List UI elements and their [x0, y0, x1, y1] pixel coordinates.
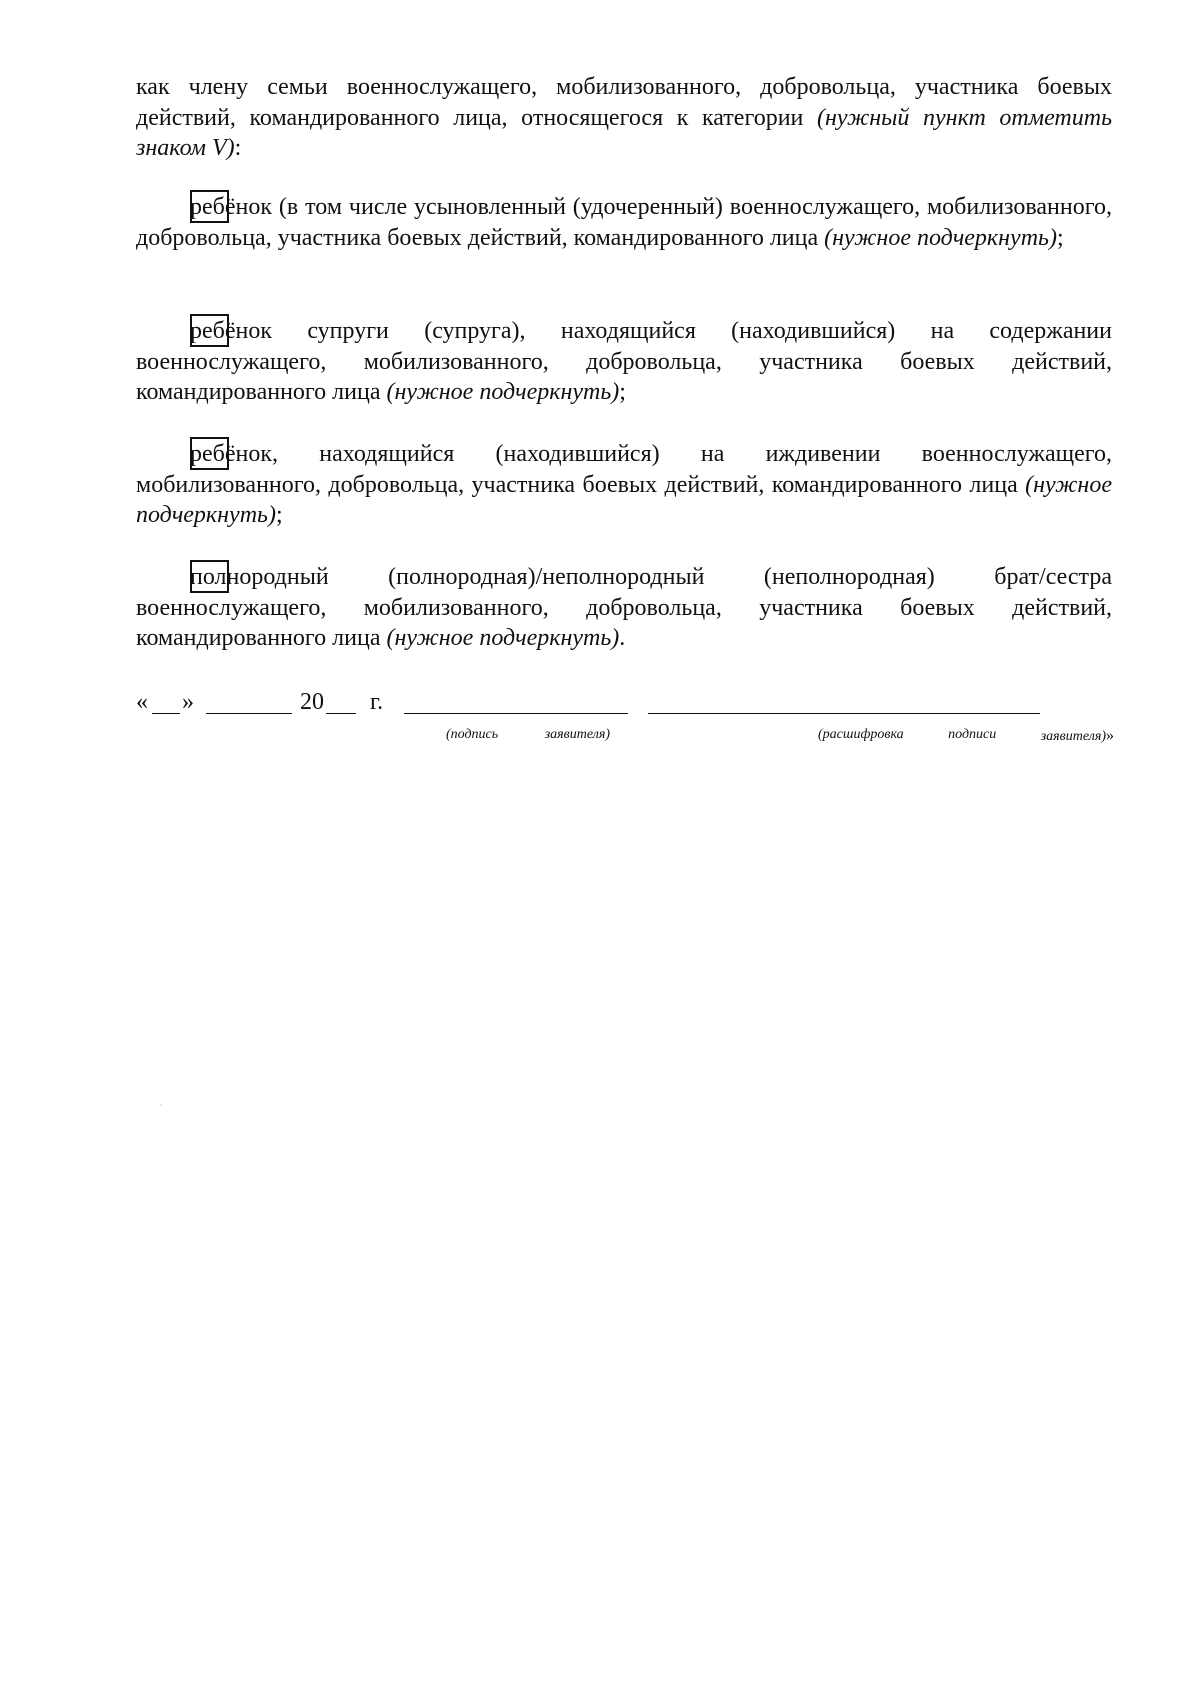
signature-decode-field[interactable] [648, 713, 1040, 714]
option-sibling-text: полнородный (полнородная)/неполнородный (неполнородная) брат/сестра военнослужащего, мобилизованного, добровольца, участника боевых действий, командированного лица [136, 564, 1112, 651]
date-year-prefix: 20 [300, 689, 324, 715]
scan-speck [160, 1104, 162, 1106]
option-spouse-child-text: ребёнок супруги (супруга), находящийся (находившийся) на содержании военнослужащего, мобилизованного, добровольца, участника боевых действий, командированного лица [136, 318, 1112, 405]
date-year-field[interactable] [326, 713, 356, 714]
option-child-hint: (нужное подчеркнуть) [824, 224, 1057, 251]
date-day-field[interactable] [152, 713, 180, 714]
intro-hint: (нужный пункт отметить знаком V) [136, 104, 1112, 161]
decode-caption-word-3 [1041, 727, 1114, 745]
option-spouse-child [136, 316, 1112, 408]
option-spouse-child-end: ; [619, 379, 626, 405]
option-child-end: ; [1056, 224, 1064, 251]
option-child [136, 192, 1112, 253]
intro-tail: : [234, 135, 242, 161]
signature-caption [446, 727, 610, 743]
option-dependent-child [136, 439, 1112, 531]
decode-caption-word-3-text: заявителя) [1040, 729, 1106, 744]
option-child-text: ребёнок (в том числе усыновленный (удочеренный) военнослужащего, мобилизованного, добровольца, участника боевых действий, командированного лица [136, 194, 1112, 251]
option-spouse-child-hint: (нужное подчеркнуть) [386, 379, 620, 405]
option-sibling-end: . [619, 625, 626, 651]
option-dependent-child-end: ; [275, 502, 283, 528]
date-year-suffix: г. [370, 689, 384, 715]
closing-quote: » [1106, 727, 1114, 744]
signature-field[interactable] [404, 713, 628, 714]
option-dependent-child-hint: (нужное подчеркнуть) [136, 471, 1112, 528]
decode-caption-word-2: подписи [948, 727, 997, 742]
intro-text: как члену семьи военнослужащего, мобилизованного, добровольца, участника боевых действий, командированного лица, относящегося к категории [136, 74, 1112, 131]
date-close-quote: » [182, 689, 194, 715]
intro-paragraph [136, 72, 1112, 164]
signature-caption-word-2: заявителя) [544, 727, 610, 742]
signature-caption-word-1: (подпись [446, 727, 499, 742]
date-month-field[interactable] [206, 713, 292, 714]
option-sibling-hint: (нужное подчеркнуть) [386, 625, 620, 651]
date-open-quote: « [136, 689, 148, 715]
signature-decode-caption [818, 727, 1114, 745]
decode-caption-word-1: (расшифровка [818, 727, 904, 742]
option-sibling [136, 562, 1112, 654]
option-dependent-child-text: ребёнок, находящийся (находившийся) на иждивении военнослужащего, мобилизованного, добровольца, участника боевых действий, командированного лица [136, 441, 1112, 498]
